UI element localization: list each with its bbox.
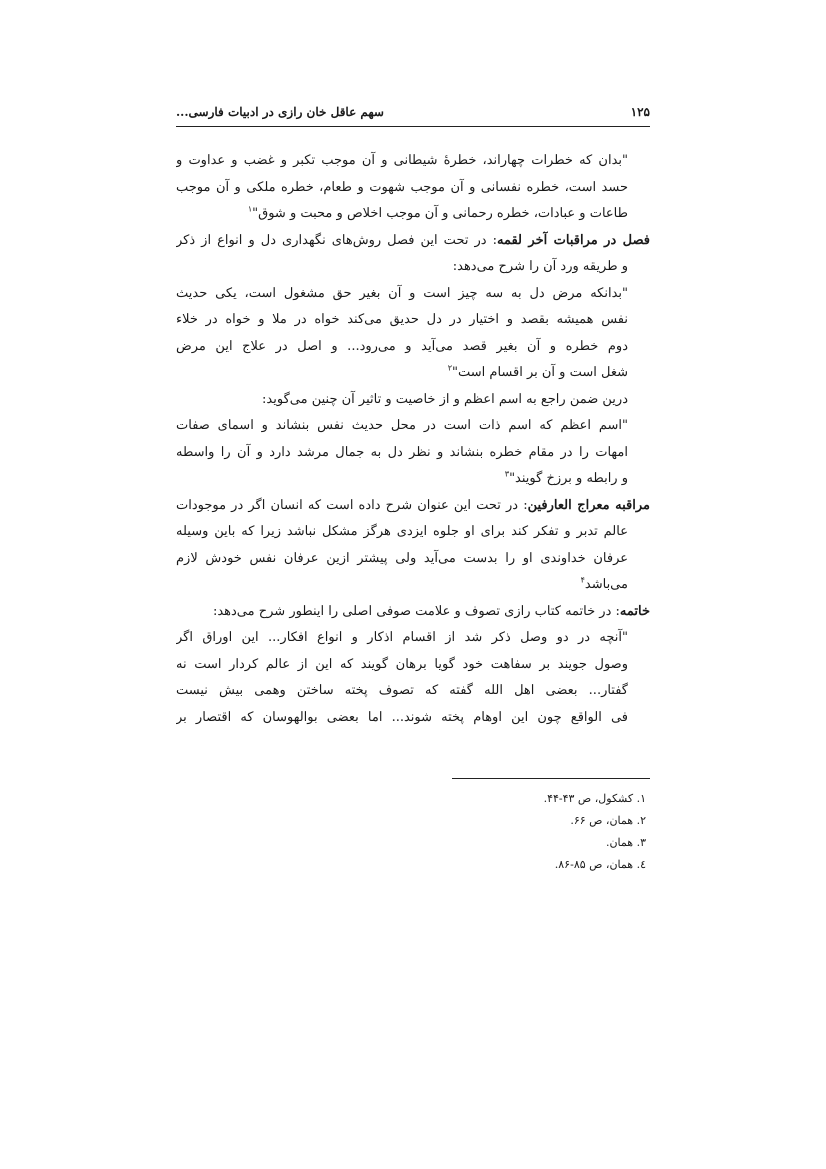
quote2-line4	[176, 360, 650, 387]
sec2-line4-text: می‌باشد	[584, 577, 628, 592]
quote4-line3: گفتار... بعضی اهل الله گفته که تصوف پخته ساختن وهمی بیش نیست	[176, 683, 628, 698]
para1-line: درین ضمن راجع به اسم اعظم و از خاصیت و تاثیر آن چنین می‌گوید:	[262, 391, 628, 407]
quote3-line3	[176, 466, 650, 493]
quote3-line1: "اسم اعظم که اسم ذات است در محل حدیث نفس بنشاند و اسمای صفات	[176, 418, 628, 433]
sec3-line1-text: : در خاتمه کتاب رازی تصوف و علامت صوفی اصلی را اینطور شرح می‌دهد:	[212, 603, 620, 619]
sec1-line1	[176, 228, 650, 255]
quote2-line1: "بدانکه مرض دل به سه چیز است و آن بغیر حق مشغول است، یکی حدیث	[176, 285, 628, 301]
quote4-line1: "آنچه در دو وصل ذکر شد از اقسام اذکار و انواع افکار... این اوراق اگر	[176, 630, 628, 645]
quote1-line2: حسد است، خطره نفسانی و آن موجب شهوت و طعام، خطره ملکی و آن موجب	[176, 179, 628, 195]
sec2-line2: عالم تدبر و تفکر کند برای او جلوه ایزدی هرگز مشکل نباشد زیرا که باین وسیله	[176, 524, 628, 539]
quote1-line1: "بدان که خطرات چهاراند، خطرهٔ شیطانی و آن موجب تکبر و غضب و عداوت و	[176, 153, 628, 168]
sec2-line1	[176, 493, 650, 520]
running-title: سهم عاقل خان رازی در ادبیات فارسی...	[176, 105, 384, 119]
footnote-ref-2: ۲	[447, 363, 453, 373]
sec1-line2: و طریقه ورد آن را شرح می‌دهد:	[452, 259, 628, 274]
quote4-line2: وصول جویند بر سفاهت خود گویا برهان گویند که این از عالم کردار است نه	[176, 656, 628, 672]
footnote-ref-3: ۳	[504, 469, 510, 479]
quote3-line3-text: و رابطه و برزخ گویند"	[509, 471, 628, 486]
footnote-ref-4: ۴	[580, 575, 585, 585]
quote2-line3: دوم خطره و آن بغیر قصد می‌آید و می‌رود... و اصل در علاج این مرض	[176, 338, 628, 354]
sec1-line1-text: : در تحت این فصل روش‌های نگهداری دل و انواع از ذکر	[176, 232, 497, 248]
footnote-rule	[452, 778, 650, 779]
footnote-1: ۱. کشکول، ص ۴۳-۴۴.	[543, 792, 646, 805]
page-number: ۱۲۵	[630, 105, 650, 119]
sec2-line3: عرفان خداوندی او را بدست می‌آید ولی پیشتر ازین عرفان نفس خودش لازم	[176, 550, 628, 566]
page-header	[176, 100, 650, 124]
footnote-ref-1: ۱	[247, 204, 253, 214]
quote4-line4: فی الواقع چون این اوهام پخته شوند... اما بعضی بوالهوسان که اقتصار بر	[176, 709, 628, 725]
footnote-2: ۲. همان، ص ۶۶.	[570, 814, 646, 827]
footnote-3: ۳. همان.	[605, 836, 646, 849]
sec2-line4	[176, 572, 650, 599]
footnote-4: ٤. همان، ص ۸۵-۸۶.	[554, 858, 646, 871]
body-text	[176, 148, 650, 731]
sec2-line1-text: : در تحت این عنوان شرح داده است که انسان اگر در موجودات	[176, 497, 528, 513]
quote2-line4-text: شغل است و آن بر اقسام است"	[452, 365, 628, 380]
header-rule	[176, 126, 650, 127]
sec3-heading: خاتمه	[619, 603, 650, 619]
quote1-line3-text: طاعات و عبادات، خطره رحمانی و آن موجب اخلاص و محبت و شوق"	[252, 206, 628, 221]
sec3-line1	[176, 599, 650, 626]
footnotes	[430, 788, 650, 876]
sec2-heading: مراقبه معراج العارفین	[527, 497, 650, 513]
quote3-line2: امهات را در مقام خطره بنشاند و نظر دل به جمال مرشد دارد و آن را واسطه	[176, 444, 628, 460]
sec1-heading: فصل در مراقبات آخر لقمه	[496, 232, 650, 248]
quote1-line3	[176, 201, 650, 228]
quote2-line2: نفس همیشه بقصد و اختیار در دل حدیق می‌کند خواه در ملا و خواه در خلاء	[176, 312, 628, 327]
